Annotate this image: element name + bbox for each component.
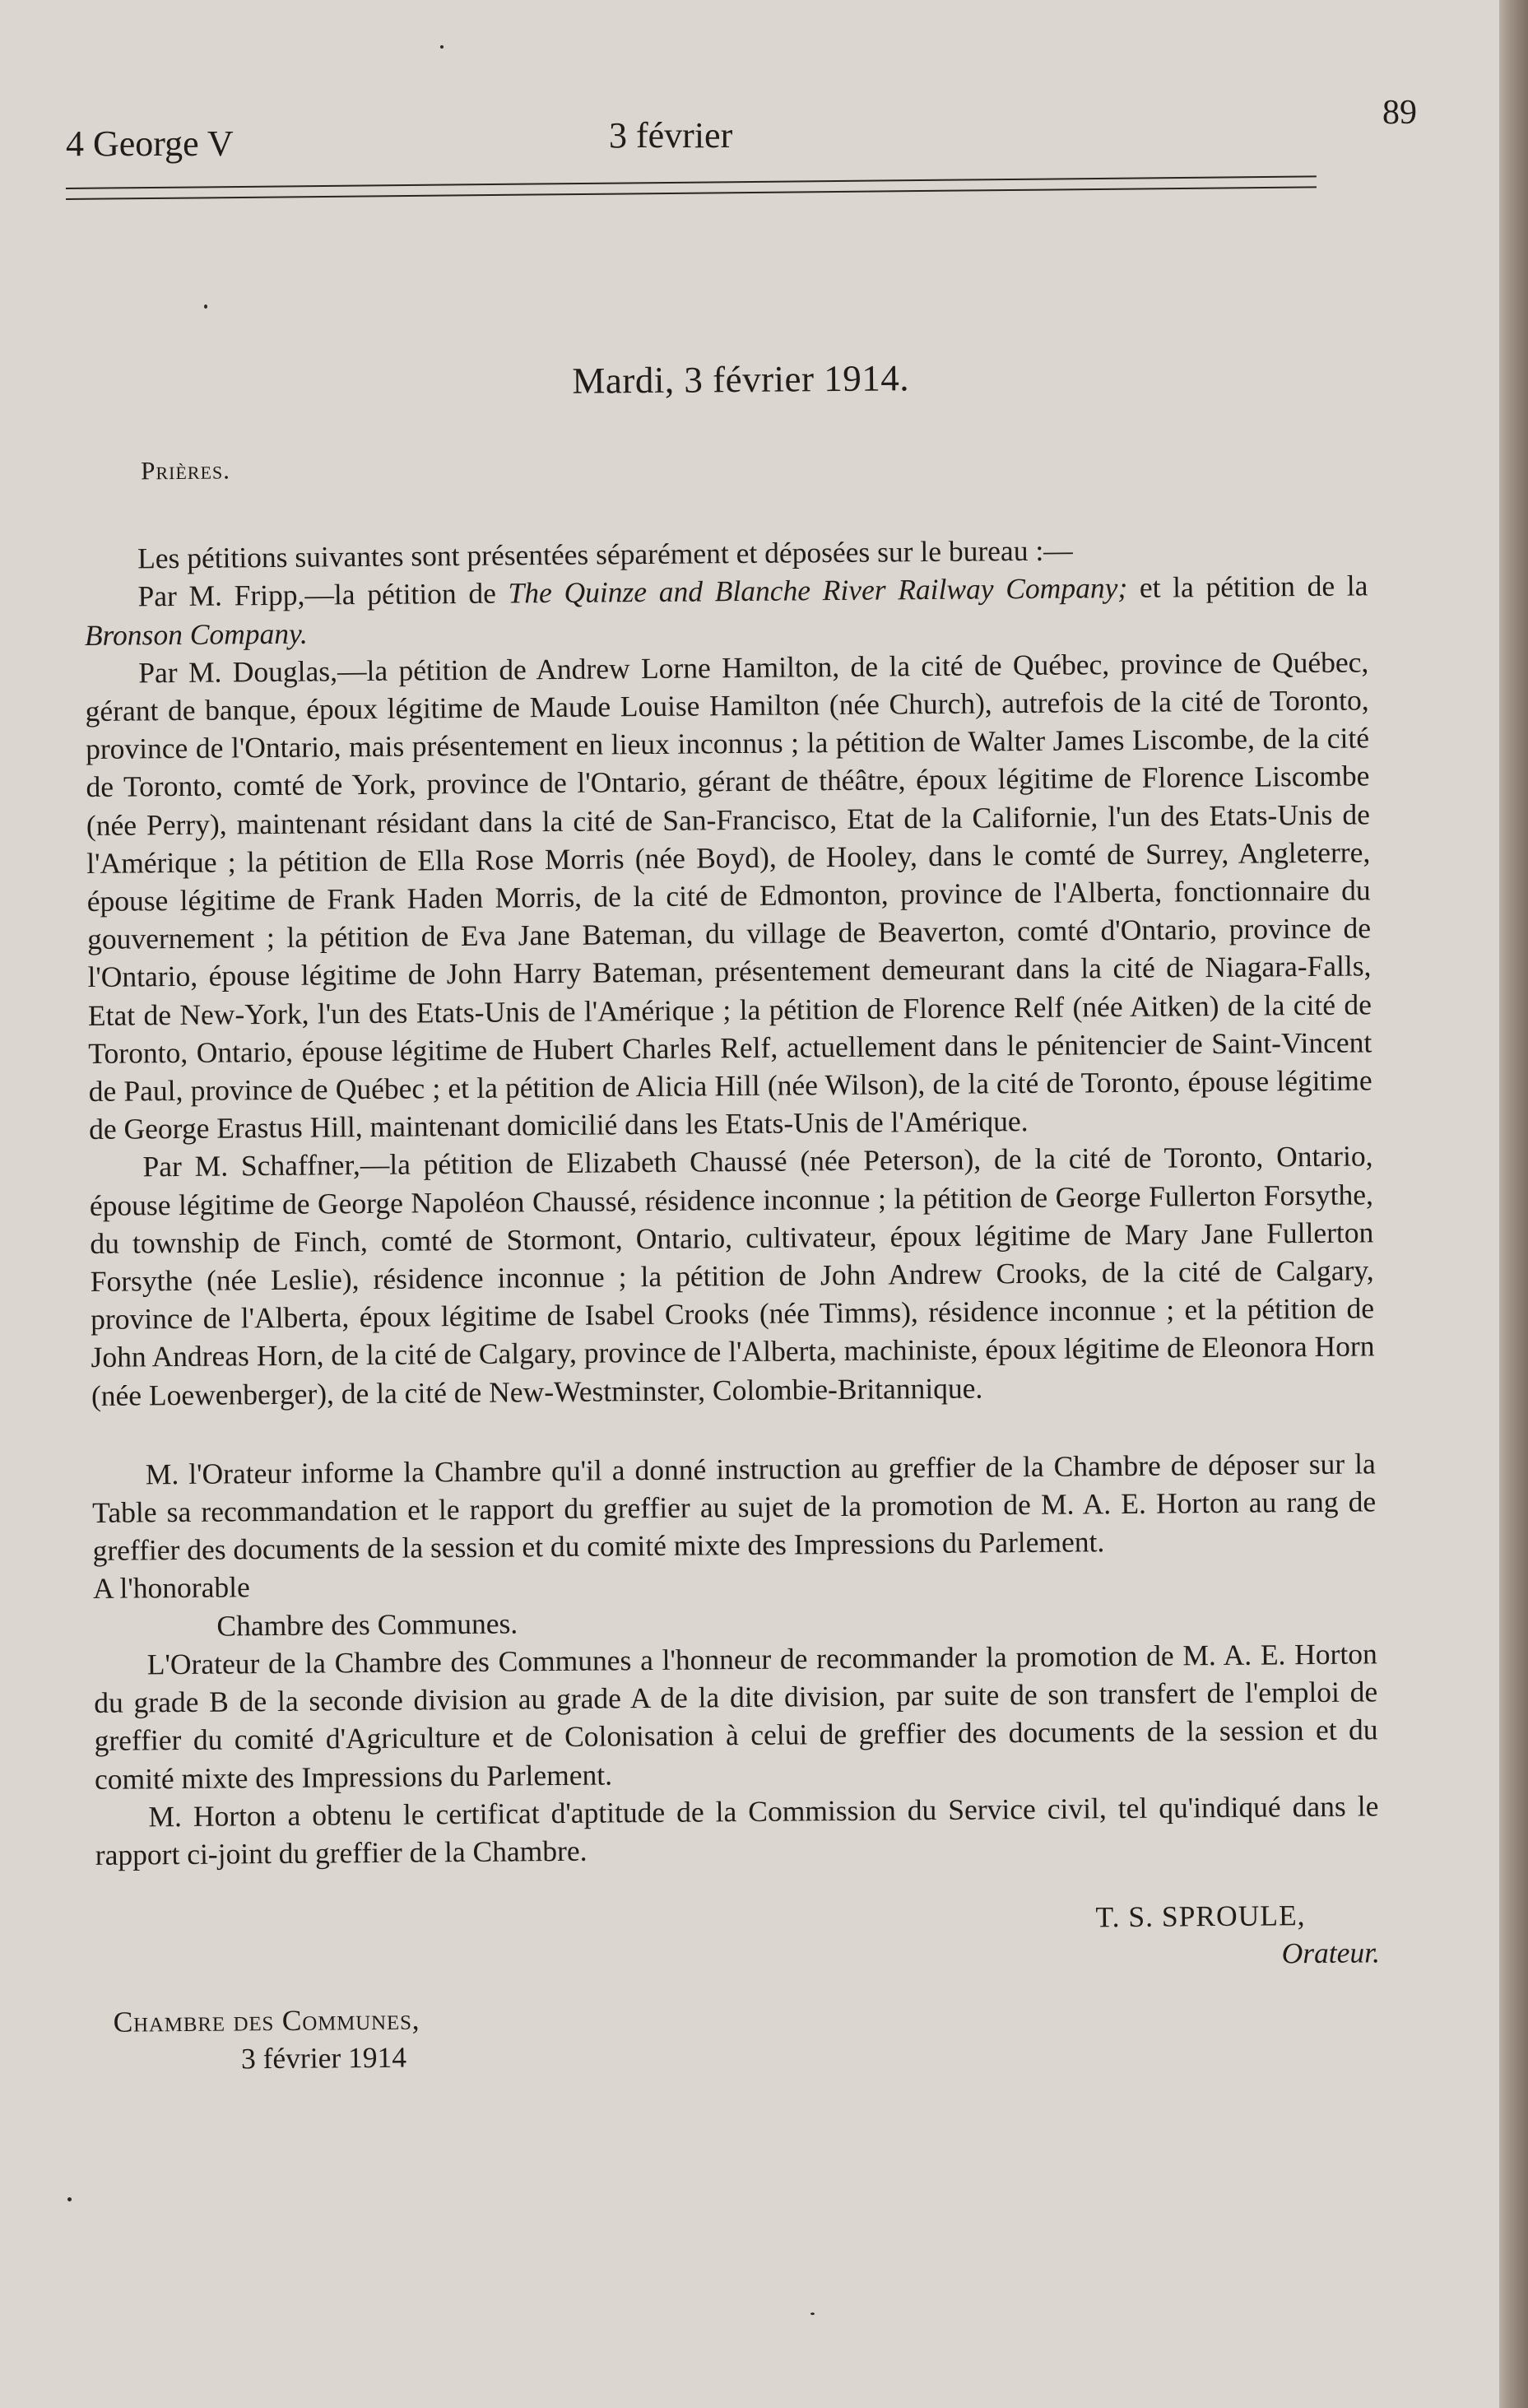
petition-fripp-text-a: Par M. Fripp,—la pétition de (137, 576, 509, 613)
place-date: 3 février 1914 (240, 2040, 407, 2076)
binding-gutter (1499, 0, 1528, 2408)
paper-speck (204, 304, 207, 309)
header-double-rule (66, 175, 1317, 200)
petition-fripp-text-c: et la pétition de la (1127, 569, 1368, 605)
certificate-paragraph: M. Horton a obtenu le certificat d'aptitude de la Commission du Service civil, tel qu'indiqué dans le rapport ci-joint du greffier de la Chambre. (95, 1789, 1379, 1871)
speaker-statement: M. l'Orateur informe la Chambre qu'il a donné instruction au greffier de la Chambre de déposer sur la Table sa recommandation et le rapport du greffier au sujet de la promotion de M. A. E. Horton au rang de greffier des documents de la session et du comité mixte des Impressions du Parlement. (92, 1447, 1377, 1568)
company-name-quinze: The Quinze and Blanche River Railway Company; (508, 571, 1128, 610)
recommendation-paragraph: L'Orateur de la Chambre des Communes a l'honneur de recommander la promotion de M. A. E. Horton du grade B de la seconde division au grade A de la dite division, par suite de son transfert de l'emploi de greffier du comité d'Agriculture et de Colonisation à celui de greffier des documents de la session et du comité mixte des Impressions du Parlement. (94, 1637, 1378, 1796)
address-line-1: A l'honorable (92, 1570, 250, 1606)
petitions-intro: Les pétitions suivantes sont présentées séparément et déposées sur le bureau :— (137, 533, 1073, 575)
paper-speck (810, 2313, 815, 2315)
header-date: 3 février (609, 115, 733, 156)
petition-douglas: Par M. Douglas,—la pétition de Andrew Lorne Hamilton, de la cité de Québec, province de Québec, gérant de banque, époux légitime de Maude Louise Hamilton (née Church), autrefois de la cité de Toronto, province de l'Ontario, mais présentement en lieux inconnus ; la pétition de Walter James Liscombe, de la cité de Toronto, comté de York, province de l'Ontario, gérant de théâtre, époux légitime de Florence Liscombe (née Perry), maintenant résidant dans la cité de San-Francisco, Etat de la Californie, l'un des Etats-Unis de l'Amérique ; la pétition de Ella Rose Morris (née Boyd), de Hooley, dans le comté de Surrey, Angleterre, épouse légitime de Frank Haden Morris, de la cité de Edmonton, province de l'Alberta, fonctionnaire du gouvernement ; la pétition de Eva Jane Bateman, du village de Beaverton, comté d'Ontario, province de l'Ontario, épouse légitime de John Harry Bateman, présentement demeurant dans la cité de Niagara-Falls, Etat de New-York, l'un des Etats-Unis de l'Amérique ; la pétition de Florence Relf (née Aitken) de la cité de Toronto, Ontario, épouse légitime de Hubert Charles Relf, actuellement dans le pénitencier de Saint-Vincent de Paul, province de Québec ; et la pétition de Alicia Hill (née Wilson), de la cité de Toronto, épouse légitime de George Erastus Hill, maintenant domicilié dans les Etats-Unis de l'Amérique. (85, 645, 1372, 1146)
paper-speck (67, 2197, 72, 2201)
signature-title: Orateur. (1281, 1936, 1381, 1970)
page-number: 89 (1382, 94, 1417, 132)
paper-speck (440, 45, 444, 49)
prieres-heading: Prières. (141, 455, 231, 486)
date-heading: Mardi, 3 février 1914. (572, 357, 910, 402)
address-line-2: Chambre des Communes. (216, 1606, 518, 1643)
regnal-year: 4 George V (66, 123, 234, 164)
petition-fripp (84, 567, 1368, 654)
signature-name: T. S. SPROULE, (1095, 1899, 1306, 1934)
place-name: Chambre des Communes, (113, 2002, 420, 2038)
petition-schaffner: Par M. Schaffner,—la pétition de Elizabeth Chaussé (née Peterson), de la cité de Toronto, Ontario, épouse légitime de George Napoléon Chaussé, résidence inconnue ; la pétition de George Fullerton Forsythe, du township de Finch, comté de Stormont, Ontario, cultivateur, époux légitime de Mary Jane Fullerton Forsythe (née Leslie), résidence inconnue ; la pétition de John Andrew Crooks, de la cité de Calgary, province de l'Alberta, époux légitime de Isabel Crooks (née Timms), résidence inconnue ; et la pétition de John Andreas Horn, de la cité de Calgary, province de l'Alberta, machiniste, époux légitime de Eleonora Horn (née Loewenberger), de la cité de New-Westminster, Colombie-Britannique. (89, 1139, 1375, 1412)
body-text (82, 351, 1381, 2078)
company-name-bronson: Bronson Company. (84, 616, 308, 652)
